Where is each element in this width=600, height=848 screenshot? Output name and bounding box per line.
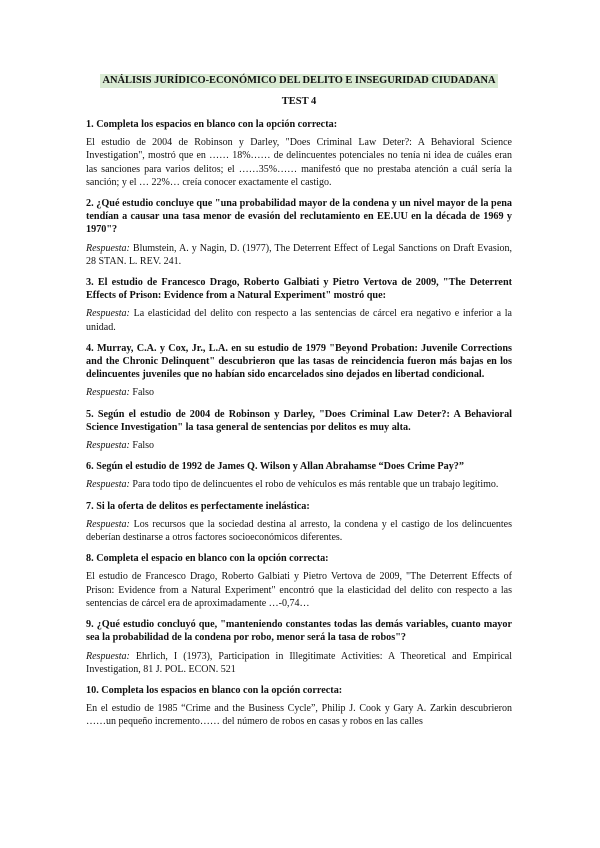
question-9: 9. ¿Qué estudio concluyó que, "manteniendo constantes todas las demás variables, cuanto mayor sea la probabilidad de la condena por robo, menor será la tasa de robos"? — [86, 619, 512, 644]
question-block-6 — [86, 460, 512, 491]
answer-text: En el estudio de 1985 “Crime and the Business Cycle”, Philip J. Cook y Gary A. Zarkin descubrieron ……un pequeño incremento…… del número de robos en casas y robos en las calles — [86, 703, 512, 728]
answer-text: Para todo tipo de delincuentes el robo de vehículos es más rentable que un trabajo legítimo. — [132, 479, 499, 491]
answer-label: Respuesta: — [86, 242, 130, 254]
answer-8 — [86, 570, 512, 610]
question-block-8 — [86, 552, 512, 610]
question-block-1 — [86, 118, 512, 189]
answer-label: Respuesta: — [86, 387, 130, 399]
answer-text: Falso — [132, 440, 155, 452]
question-block-10 — [86, 684, 512, 729]
question-2: 2. ¿Qué estudio concluye que "una probabilidad mayor de la condena y un nivel mayor de la pena tendían a causar una tasa menor de evasión del reclutamiento en EE.UU en la década de 1969 y 1970"? — [86, 198, 512, 236]
answer-label: Respuesta: — [86, 650, 130, 662]
question-3: 3. El estudio de Francesco Drago, Roberto Galbiati y Pietro Vertova de 2009, "The Deterrent Effects of Prison: Evidence from a Natural Experiment" mostró que: — [86, 277, 512, 302]
question-5: 5. Según el estudio de 2004 de Robinson y Darley, "Does Criminal Law Deter?: A Behavioral Science Investigation" la tasa general de sentencias por delitos es muy alta. — [86, 408, 512, 433]
answer-10 — [86, 702, 512, 728]
answer-6 — [86, 478, 512, 491]
question-10: 10. Completa los espacios en blanco con la opción correcta: — [86, 684, 343, 696]
answer-label: Respuesta: — [86, 308, 130, 320]
answer-2 — [86, 242, 512, 268]
answer-text: Blumstein, A. y Nagin, D. (1977), The Deterrent Effect of Legal Sanctions on Draft Evasion, 28 STAN. L. REV. 241. — [86, 242, 513, 267]
answer-text: El estudio de Francesco Drago, Roberto Galbiati y Pietro Vertova de 2009, "The Deterrent Effects of Prison: Evidence from a Natural Experiment" encontró que la elasticidad del delito con respecto a las sentencias de cárcel era de aproximadamente …-0,74… — [86, 571, 512, 609]
answer-1 — [86, 136, 512, 189]
answer-7 — [86, 518, 512, 544]
answer-5 — [86, 439, 512, 452]
title-wrap — [86, 70, 512, 88]
question-6: 6. Según el estudio de 1992 de James Q. Wilson y Allan Abrahamse “Does Crime Pay?” — [86, 461, 464, 473]
answer-text: Falso — [132, 387, 155, 399]
answer-text: Ehrlich, I (1973), Participation in Illegitimate Activities: A Theoretical and Empirical Investigation, 81 J. POL. ECON. 521 — [86, 650, 512, 675]
question-4: 4. Murray, C.A. y Cox, Jr., L.A. en su estudio de 1979 "Beyond Probation: Juvenile Corrections and the Chronic Delinquent" descubrieron que las tasas de reincidencia fueron más bajas en los delincuentes juveniles que no habían sido encarcelados sino dejados en libertad condicional. — [86, 342, 512, 381]
question-block-9 — [86, 618, 512, 676]
question-block-5 — [86, 408, 512, 453]
answer-9 — [86, 650, 512, 676]
document-subtitle: TEST 4 — [281, 96, 317, 107]
answer-4 — [86, 386, 512, 399]
answer-3 — [86, 307, 512, 333]
answer-label: Respuesta: — [86, 518, 130, 530]
question-7: 7. Si la oferta de delitos es perfectamente inelástica: — [86, 500, 310, 512]
question-block-3 — [86, 276, 512, 334]
answer-text: La elasticidad del delito con respecto a las sentencias de cárcel era negativo e inferior a la unidad. — [86, 308, 512, 333]
question-1: 1. Completa los espacios en blanco con la opción correcta: — [86, 119, 338, 130]
document-title: ANÁLISIS JURÍDICO-ECONÓMICO DEL DELITO E INSEGURIDAD CIUDADANA — [100, 74, 499, 88]
answer-text: Los recursos que la sociedad destina al arresto, la condena y el castigo de los delincuentes deberían destinarse a otros factores socioeconómicos diferentes. — [86, 518, 512, 544]
answer-label: Respuesta: — [86, 440, 130, 452]
question-block-7 — [86, 500, 512, 545]
question-8: 8. Completa el espacio en blanco con la opción correcta: — [86, 553, 329, 565]
answer-label: Respuesta: — [86, 479, 130, 491]
answer-text: El estudio de 2004 de Robinson y Darley, "Does Criminal Law Deter?: A Behavioral Science Investigation", mostró que en …… 18%…… de delincuentes potenciales no tenía ni idea de cuáles eran las sanciones para varios delitos; el ……35%…… manifestó que no prestaba atención a cuál sería la sanción; y el … 22%… creía conocer exactamente el castigo. — [86, 137, 512, 188]
question-block-4 — [86, 342, 512, 400]
question-block-2 — [86, 197, 512, 268]
